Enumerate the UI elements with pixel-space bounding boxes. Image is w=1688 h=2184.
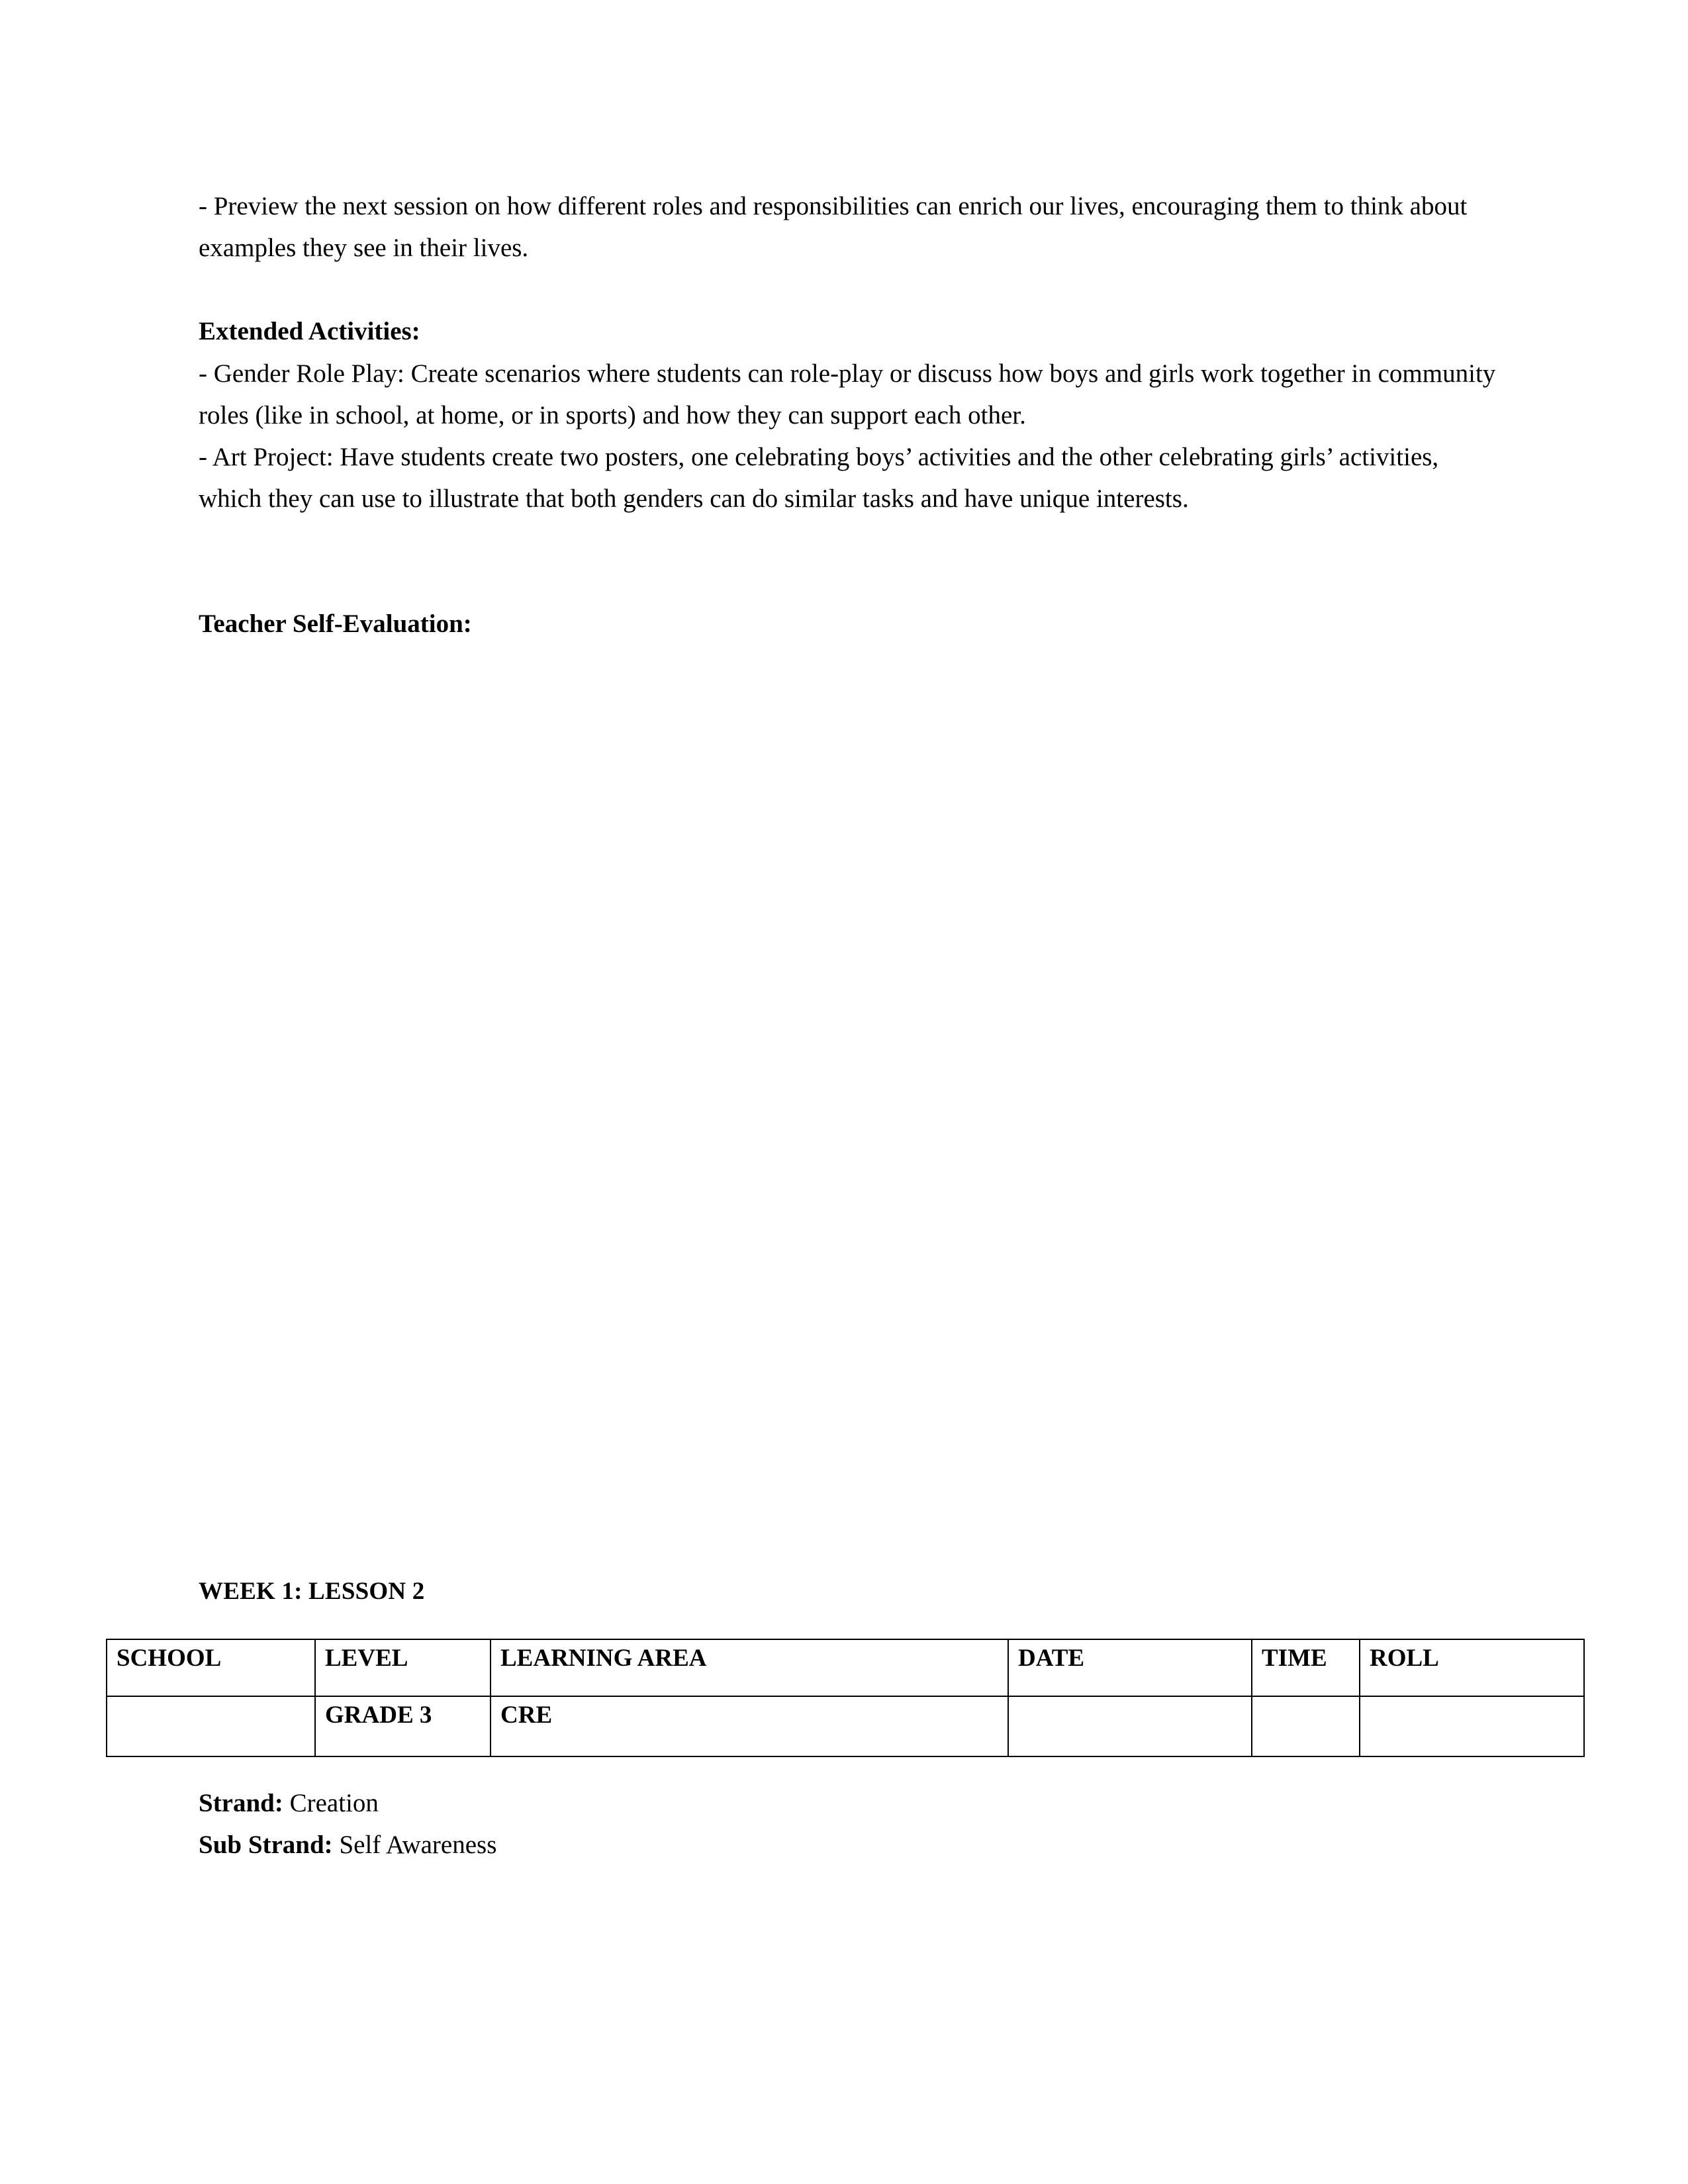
table-cell-date[interactable] xyxy=(1008,1696,1252,1756)
table-header-learning-area: LEARNING AREA xyxy=(491,1639,1008,1696)
section-spacer xyxy=(199,520,1496,603)
paragraph-spacer xyxy=(199,269,1496,310)
gender-role-play-paragraph: - Gender Role Play: Create scenarios where students can role-play or discuss how boys and girls work together in community roles (like in school, at home, or in sports) and how they can support each other. xyxy=(199,359,1496,430)
preview-paragraph: - Preview the next session on how different roles and responsibilities can enrich our lives, encouraging them to think about examples they see in their lives. xyxy=(199,192,1468,263)
table-header-school: SCHOOL xyxy=(107,1639,315,1696)
week-lesson-heading: WEEK 1: LESSON 2 xyxy=(199,1578,425,1605)
table-header-time: TIME xyxy=(1252,1639,1360,1696)
strand-line xyxy=(199,1782,496,1824)
table-cell-roll[interactable] xyxy=(1360,1696,1584,1756)
table-cell-level[interactable]: GRADE 3 xyxy=(315,1696,491,1756)
table-row xyxy=(107,1696,1584,1756)
table-header-level: LEVEL xyxy=(315,1639,491,1696)
table-cell-school[interactable] xyxy=(107,1696,315,1756)
table-cell-time[interactable] xyxy=(1252,1696,1360,1756)
sub-strand-label: Sub Strand: xyxy=(199,1831,333,1860)
sub-strand-value: Self Awareness xyxy=(339,1831,497,1860)
table-header-date: DATE xyxy=(1008,1639,1252,1696)
teacher-self-evaluation-heading: Teacher Self-Evaluation: xyxy=(199,610,472,639)
sub-strand-line xyxy=(199,1824,496,1866)
strand-label: Strand: xyxy=(199,1789,283,1817)
table-header-row xyxy=(107,1639,1584,1696)
extended-activities-heading: Extended Activities: xyxy=(199,317,420,346)
art-project-paragraph: - Art Project: Have students create two posters, one celebrating boys’ activities and the other celebrating girls’ activities, which they can use to illustrate that both genders can do similar tasks and have unique interests. xyxy=(199,442,1439,514)
table-header-roll: ROLL xyxy=(1360,1639,1584,1696)
strand-section xyxy=(199,1782,496,1866)
document-body xyxy=(199,185,1496,645)
lesson-info-table xyxy=(106,1639,1585,1757)
table-cell-learning-area[interactable]: CRE xyxy=(491,1696,1008,1756)
strand-value: Creation xyxy=(289,1789,379,1817)
